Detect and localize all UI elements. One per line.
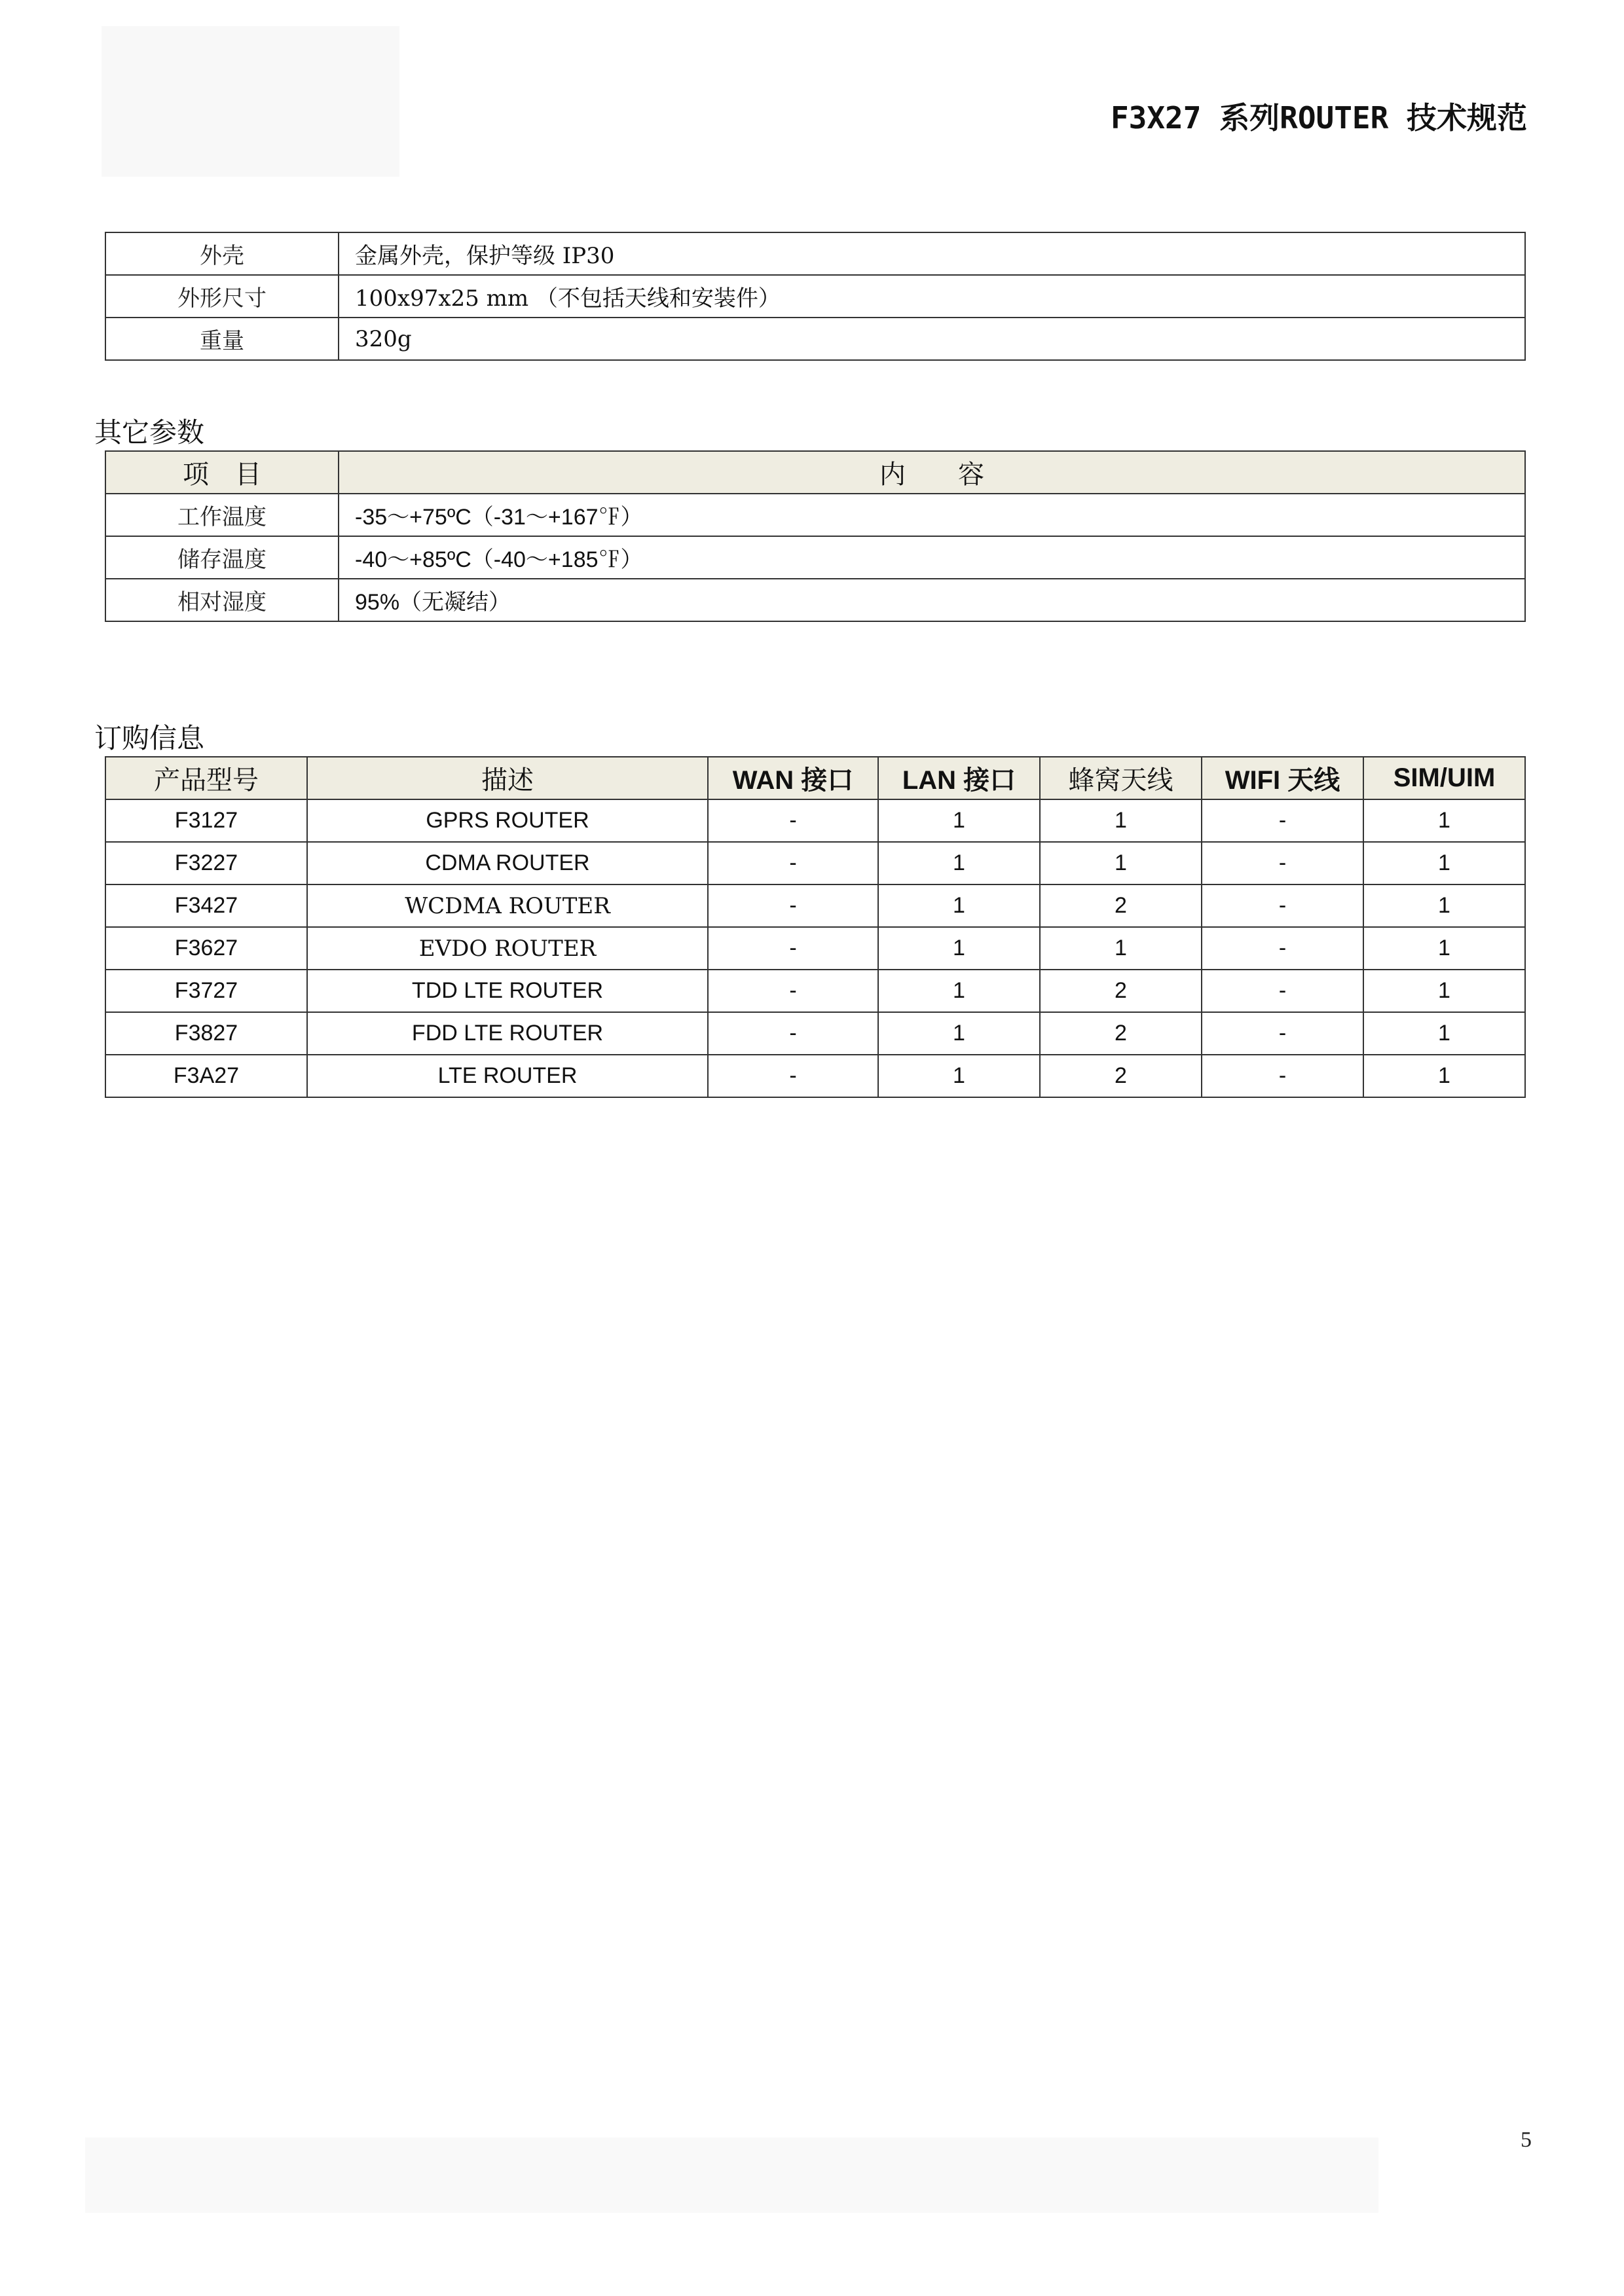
cell-model: F3227 xyxy=(105,842,307,884)
table-row xyxy=(105,842,1525,884)
cell-lan: 1 xyxy=(878,927,1040,970)
column-header: 项 目 xyxy=(105,451,339,494)
table-header-row xyxy=(105,451,1525,494)
param-value: 95%（无凝结） xyxy=(339,579,1525,621)
cell-cellular: 1 xyxy=(1040,799,1202,842)
column-header-description: 描述 xyxy=(307,757,708,799)
spec-label: 外壳 xyxy=(105,232,339,275)
cell-description: GPRS ROUTER xyxy=(307,799,708,842)
cell-wan: - xyxy=(708,799,878,842)
cell-wifi: - xyxy=(1202,1055,1363,1097)
column-header-wifi-antenna: WIFI 天线 xyxy=(1202,757,1363,799)
param-label: 相对湿度 xyxy=(105,579,339,621)
cell-model: F3A27 xyxy=(105,1055,307,1097)
cell-description: CDMA ROUTER xyxy=(307,842,708,884)
param-label: 工作温度 xyxy=(105,494,339,536)
column-header-lan: LAN 接口 xyxy=(878,757,1040,799)
other-params-title: 其它参数 xyxy=(94,416,205,448)
cell-description: LTE ROUTER xyxy=(307,1055,708,1097)
cell-model: F3627 xyxy=(105,927,307,970)
spec-table xyxy=(105,232,1526,361)
cell-sim: 1 xyxy=(1363,1012,1525,1055)
cell-model: F3127 xyxy=(105,799,307,842)
column-header-cellular-antenna: 蜂窝天线 xyxy=(1040,757,1202,799)
table-row xyxy=(105,494,1525,536)
ordering-title: 订购信息 xyxy=(94,722,205,754)
document-header-title: F3X27 系列ROUTER 技术规范 xyxy=(1110,100,1527,136)
column-header-model: 产品型号 xyxy=(105,757,307,799)
cell-lan: 1 xyxy=(878,1012,1040,1055)
table-row xyxy=(105,579,1525,621)
ordering-table xyxy=(105,756,1526,1098)
cell-wifi: - xyxy=(1202,884,1363,927)
spec-value: 金属外壳，保护等级 IP30 xyxy=(339,232,1525,275)
cell-sim: 1 xyxy=(1363,884,1525,927)
table-row xyxy=(105,970,1525,1012)
column-header-sim: SIM/UIM xyxy=(1363,757,1525,799)
table-row xyxy=(105,536,1525,579)
cell-wifi: - xyxy=(1202,842,1363,884)
table-row xyxy=(105,318,1525,360)
param-value: -40～+85ºC（-40～+185℉） xyxy=(339,536,1525,579)
spec-value: 320g xyxy=(339,318,1525,360)
cell-wan: - xyxy=(708,1012,878,1055)
table-row xyxy=(105,927,1525,970)
cell-lan: 1 xyxy=(878,1055,1040,1097)
cell-cellular: 1 xyxy=(1040,842,1202,884)
cell-model: F3727 xyxy=(105,970,307,1012)
table-row xyxy=(105,1012,1525,1055)
cell-cellular: 2 xyxy=(1040,970,1202,1012)
cell-wifi: - xyxy=(1202,970,1363,1012)
cell-model: F3427 xyxy=(105,884,307,927)
cell-wifi: - xyxy=(1202,927,1363,970)
spec-label: 外形尺寸 xyxy=(105,275,339,318)
cell-sim: 1 xyxy=(1363,842,1525,884)
table-row xyxy=(105,884,1525,927)
cell-cellular: 2 xyxy=(1040,1012,1202,1055)
cell-lan: 1 xyxy=(878,884,1040,927)
cell-description: WCDMA ROUTER xyxy=(307,884,708,927)
cell-wan: - xyxy=(708,842,878,884)
cell-sim: 1 xyxy=(1363,799,1525,842)
spec-value: 100x97x25 mm （不包括天线和安装件） xyxy=(339,275,1525,318)
cell-cellular: 1 xyxy=(1040,927,1202,970)
column-header: 内 容 xyxy=(339,451,1525,494)
cell-cellular: 2 xyxy=(1040,884,1202,927)
table-header-row xyxy=(105,757,1525,799)
cell-wifi: - xyxy=(1202,799,1363,842)
cell-lan: 1 xyxy=(878,970,1040,1012)
cell-wan: - xyxy=(708,970,878,1012)
cell-lan: 1 xyxy=(878,842,1040,884)
param-label: 储存温度 xyxy=(105,536,339,579)
cell-description: EVDO ROUTER xyxy=(307,927,708,970)
spec-label: 重量 xyxy=(105,318,339,360)
cell-description: FDD LTE ROUTER xyxy=(307,1012,708,1055)
cell-lan: 1 xyxy=(878,799,1040,842)
other-params-table xyxy=(105,450,1526,622)
table-row xyxy=(105,799,1525,842)
table-row xyxy=(105,232,1525,275)
cell-cellular: 2 xyxy=(1040,1055,1202,1097)
cell-wan: - xyxy=(708,927,878,970)
cell-wan: - xyxy=(708,884,878,927)
logo-placeholder xyxy=(101,26,399,177)
footer-strip xyxy=(85,2138,1378,2213)
cell-model: F3827 xyxy=(105,1012,307,1055)
cell-description: TDD LTE ROUTER xyxy=(307,970,708,1012)
table-row xyxy=(105,1055,1525,1097)
cell-sim: 1 xyxy=(1363,970,1525,1012)
page-number: 5 xyxy=(1521,2128,1532,2152)
cell-sim: 1 xyxy=(1363,1055,1525,1097)
cell-wifi: - xyxy=(1202,1012,1363,1055)
table-row xyxy=(105,275,1525,318)
cell-wan: - xyxy=(708,1055,878,1097)
column-header-wan: WAN 接口 xyxy=(708,757,878,799)
param-value: -35～+75ºC（-31～+167℉） xyxy=(339,494,1525,536)
cell-sim: 1 xyxy=(1363,927,1525,970)
